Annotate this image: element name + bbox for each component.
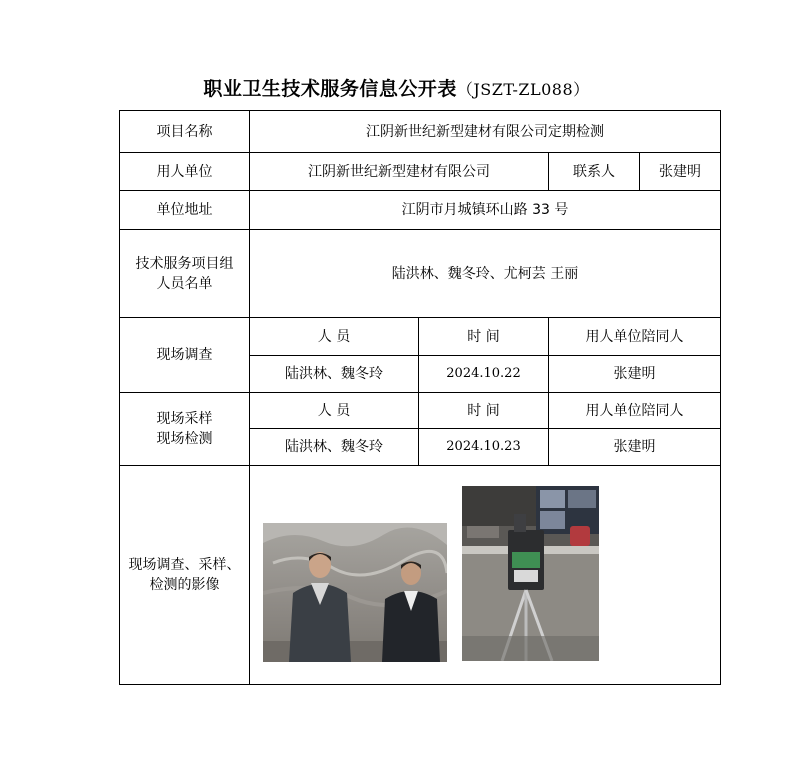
images-label-line2: 检测的影像 bbox=[149, 577, 220, 593]
survey-header-time: 时 间 bbox=[419, 318, 549, 356]
images-label bbox=[120, 466, 250, 685]
sampling-personnel: 陆洪林、魏冬玲 bbox=[250, 429, 419, 466]
team-label-line2: 人员名单 bbox=[156, 275, 213, 292]
survey-escort: 张建明 bbox=[549, 356, 721, 393]
survey-label: 现场调查 bbox=[120, 318, 250, 393]
sampling-escort: 张建明 bbox=[549, 429, 721, 466]
title-main: 职业卫生技术服务信息公开表 bbox=[203, 78, 457, 100]
survey-time: 2024.10.22 bbox=[419, 356, 549, 393]
sampling-label-line1: 现场采样 bbox=[156, 411, 213, 427]
info-table bbox=[119, 110, 721, 685]
survey-header-personnel: 人 员 bbox=[250, 318, 419, 356]
team-value: 陆洪林、魏冬玲、尤柯芸 王丽 bbox=[250, 230, 721, 318]
sampling-header-personnel: 人 员 bbox=[250, 393, 419, 429]
site-sampling-photo bbox=[462, 486, 599, 661]
sampling-header-time: 时 间 bbox=[419, 393, 549, 429]
row-survey-header bbox=[120, 318, 721, 356]
row-team bbox=[120, 230, 721, 318]
row-project-name bbox=[120, 111, 721, 153]
team-label-line1: 技术服务项目组 bbox=[135, 255, 234, 272]
survey-header-escort: 用人单位陪同人 bbox=[549, 318, 721, 356]
photos-container bbox=[250, 466, 720, 683]
sampling-time: 2024.10.23 bbox=[419, 429, 549, 466]
team-label bbox=[120, 230, 250, 318]
row-images bbox=[120, 466, 721, 685]
employer-value: 江阴新世纪新型建材有限公司 bbox=[250, 153, 549, 191]
employer-label: 用人单位 bbox=[120, 153, 250, 191]
site-survey-photo bbox=[263, 523, 447, 662]
project-name-label: 项目名称 bbox=[120, 111, 250, 153]
sampling-label bbox=[120, 393, 250, 466]
contact-value: 张建明 bbox=[640, 153, 721, 191]
row-employer bbox=[120, 153, 721, 191]
address-value: 江阴市月城镇环山路 33 号 bbox=[250, 191, 721, 230]
project-name-value: 江阴新世纪新型建材有限公司定期检测 bbox=[250, 111, 721, 153]
row-sampling-header bbox=[120, 393, 721, 429]
images-cell bbox=[250, 466, 721, 685]
document-title bbox=[0, 74, 793, 101]
contact-label: 联系人 bbox=[549, 153, 640, 191]
images-label-line1: 现场调查、采样、 bbox=[128, 557, 241, 573]
sampling-label-line2: 现场检测 bbox=[156, 431, 213, 447]
row-address bbox=[120, 191, 721, 230]
survey-personnel: 陆洪林、魏冬玲 bbox=[250, 356, 419, 393]
title-code: （JSZT-ZL088） bbox=[456, 80, 590, 99]
sampling-header-escort: 用人单位陪同人 bbox=[549, 393, 721, 429]
address-label: 单位地址 bbox=[120, 191, 250, 230]
